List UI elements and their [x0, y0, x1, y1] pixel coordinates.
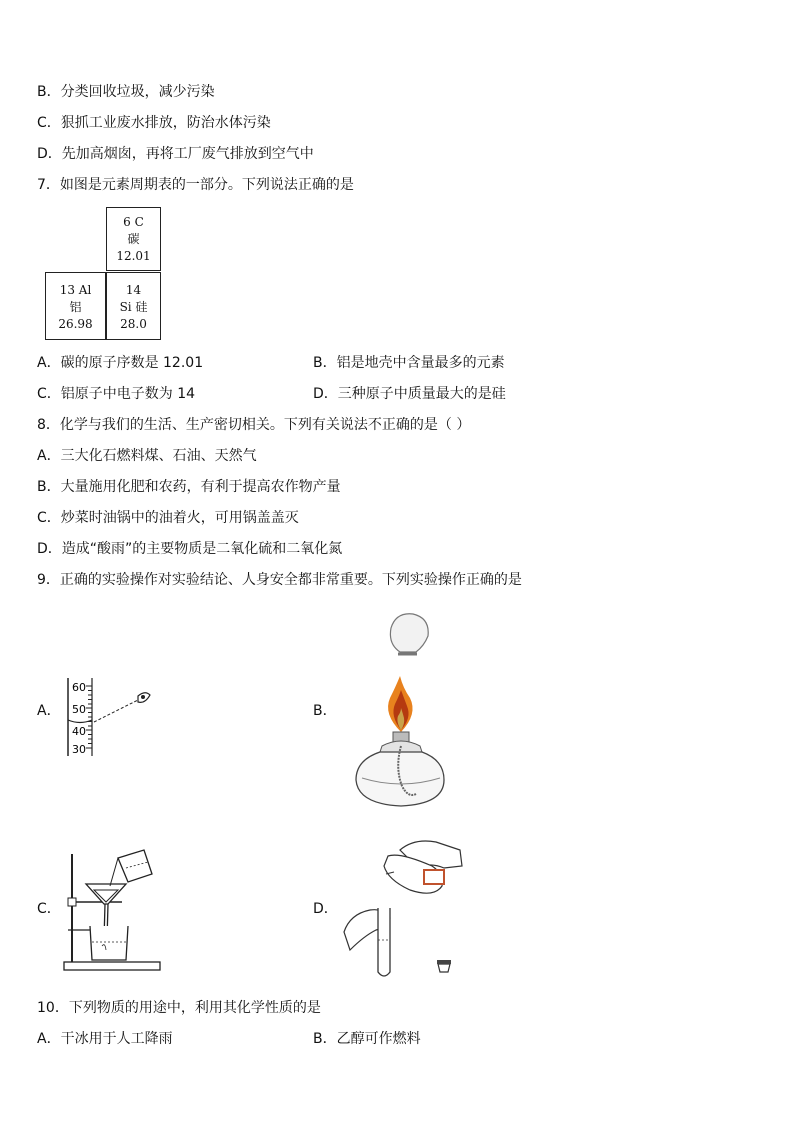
aluminum-name: 铝 — [69, 300, 82, 314]
eye-icon — [138, 693, 150, 703]
q8-option-d: D．造成“酸雨”的主要物质是二氧化硫和二氧化氮 — [37, 541, 343, 557]
cylinder-tick-40: 40 — [72, 725, 86, 738]
q7-option-d: D．三种原子中质量最大的是硅 — [313, 386, 506, 402]
q8-option-a: A．三大化石燃料煤、石油、天然气 — [37, 448, 257, 464]
q9-label-b: B． — [313, 703, 337, 719]
q7-option-a: A．碳的原子序数是 12.01 — [37, 355, 204, 371]
carbon-number-symbol: 6 C — [123, 215, 144, 229]
q9-label-d: D． — [313, 901, 338, 917]
aluminum-mass: 26.98 — [58, 317, 93, 331]
filtration-figure — [62, 846, 162, 972]
q6-option-c: C．狠抓工业废水排放，防治水体污染 — [37, 115, 271, 131]
aluminum-number-symbol: 13 Al — [59, 283, 92, 297]
cylinder-tick-50: 50 — [72, 703, 86, 716]
silicon-symbol-name: Si 硅 — [119, 300, 148, 314]
element-cell-aluminum — [45, 272, 106, 340]
silicon-mass: 28.0 — [120, 317, 147, 331]
q7-option-c: C．铝原子中电子数为 14 — [37, 386, 196, 402]
cylinder-tick-30: 30 — [72, 743, 86, 756]
q8-option-b: B．大量施用化肥和农药，有利于提高农作物产量 — [37, 479, 341, 495]
q9-stem: 9．正确的实验操作对实验结论、人身安全都非常重要。下列实验操作正确的是 — [37, 572, 522, 588]
carbon-name: 碳 — [127, 232, 140, 246]
q7-option-b: B．铝是地壳中含量最多的元素 — [313, 355, 505, 371]
q9-label-a: A． — [37, 703, 61, 719]
q8-stem: 8．化学与我们的生活、生产密切相关。下列有关说法不正确的是（ ） — [37, 417, 471, 433]
q6-option-d: D．先加高烟囱，再将工厂废气排放到空气中 — [37, 146, 314, 162]
cylinder-tick-60: 60 — [72, 681, 86, 694]
q9-label-c: C． — [37, 901, 61, 917]
alcohol-lamp-figure — [350, 608, 445, 813]
q7-stem: 7．如图是元素周期表的一部分。下列说法正确的是 — [37, 177, 354, 193]
q10-stem: 10．下列物质的用途中，利用其化学性质的是 — [37, 1000, 321, 1016]
lamp-cap-icon — [390, 614, 428, 654]
flame-icon — [388, 676, 413, 732]
q10-option-a: A．干冰用于人工降雨 — [37, 1031, 173, 1047]
stopper-icon — [437, 960, 451, 972]
graduated-cylinder-figure — [62, 676, 162, 760]
q10-option-b: B．乙醇可作燃料 — [313, 1031, 421, 1047]
element-cell-carbon — [106, 207, 161, 271]
test-tube-icon — [378, 908, 390, 976]
q8-option-c: C．炒菜时油锅中的油着火，可用锅盖盖灭 — [37, 510, 299, 526]
q6-option-b: B．分类回收垃圾，减少污染 — [37, 84, 215, 100]
element-cell-silicon — [106, 272, 161, 340]
silicon-number: 14 — [125, 283, 142, 297]
pouring-liquid-figure — [340, 832, 470, 980]
carbon-mass: 12.01 — [116, 249, 151, 263]
beaker-icon — [90, 926, 128, 960]
beaker-pouring-icon — [110, 850, 152, 886]
